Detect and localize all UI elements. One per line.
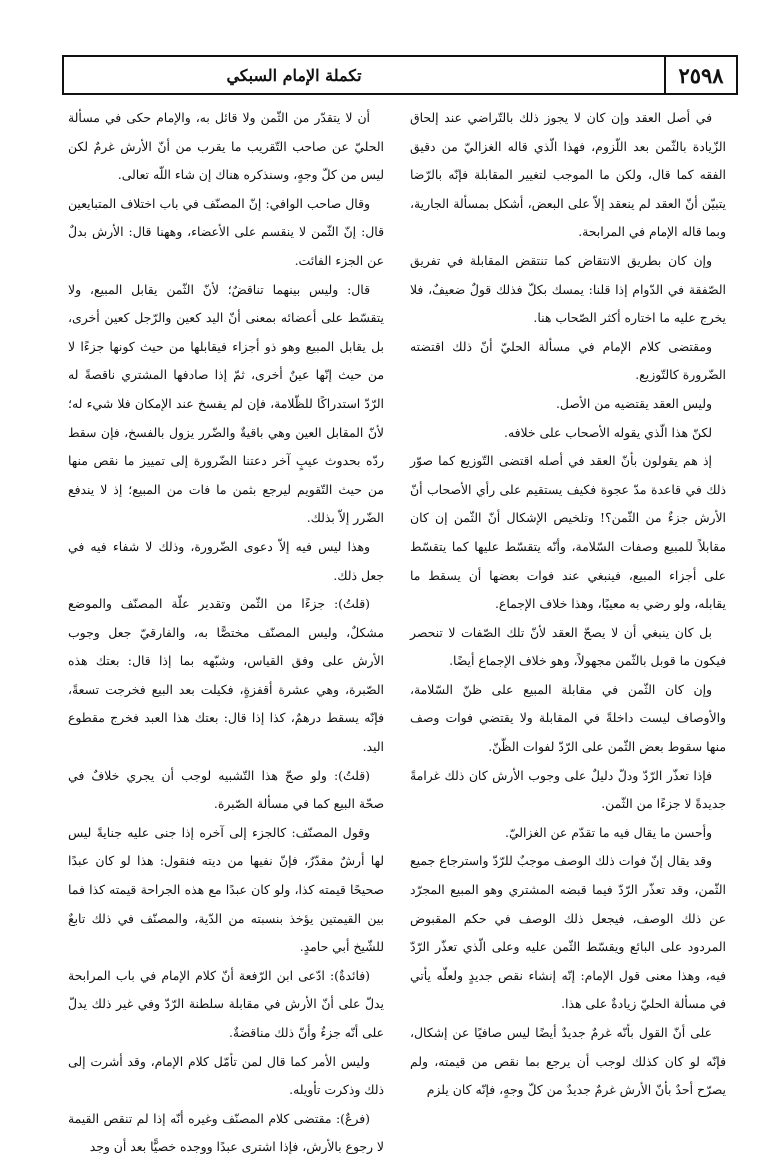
paragraph: ومقتضى كلام الإمام في مسألة الحليّ أنّ ذلك اقتضته الضّرورة كالتّوزيع. <box>410 338 726 383</box>
paragraph: (فرعٌ): مقتضى كلام المصنّف وغيره أنّه إذا لم تنقص القيمة لا رجوع بالأرش، فإذا اشترى عبدًا ووجده خصيًّا بعد أن وجد <box>68 1110 384 1155</box>
paragraph: وليس العقد يقتضيه من الأصل. <box>555 395 712 411</box>
paragraph: في أصل العقد وإن كان لا يجوز ذلك بالتّراضي عند إلحاق الزّيادة بالثّمن بعد اللّزوم، فهذا الّذي قاله الغزاليّ من دقيق الفقه كما قال، ولكن ما الموجب لتغيير المقابلة فإنّه بالرّضا يتبيّن أنّ العقد لم ينعقد إلاّ على البعض، أشكل بمسألة الجارية، وبما قاله الإمام في المرابحة. <box>410 110 726 240</box>
running-title: تكملة الإمام السبكي <box>226 65 362 85</box>
paragraph: قال: وليس بينهما تناقضٌ؛ لأنّ الثّمن يقابل المبيع، ولا يتقسّط على أعضائه بمعنى أنّ اليد كعين والرّجل كعين أخرى، بل يقابل المبيع وهو ذو أجزاء فيقابلها من حيث كونها جزءًا لا من حيث إنّها عينٌ أخرى، ثمّ إذا صادفها المشتري ناقصةً له الرّدّ استدراكًا للظّلامة، فإن لم يفسخ عند الإمكان فلا شيء له؛ لأنّ المقابل العين وهي باقيةٌ والضّرر يزول بالفسخ، فإن سقط ردّه بحدوث عيبٍ آخر دعتنا الضّرورة إلى تمييز ما نقص منها من حيث التّقويم ليرجع بثمن ما فات من المبيع؛ إذ لا يندفع الضّرر إلاّ بذلك. <box>68 281 384 526</box>
left-column <box>68 104 384 1155</box>
right-column <box>410 104 726 1098</box>
paragraph: لكنّ هذا الّذي يقوله الأصحاب على خلافه. <box>504 424 712 440</box>
paragraph: بل كان ينبغي أن لا يصحّ العقد لأنّ تلك الصّفات لا تنحصر فيكون ما قوبل بالثّمن مجهولاً، وهو خلاف الإجماع أيضًا. <box>410 624 726 669</box>
paragraph: إذ هم يقولون بأنّ العقد في أصله اقتضى التّوزيع كما صوّر ذلك في قاعدة مدّ عجوة فكيف يستقيم على رأي الأصحاب أنّ الأرش جزءٌ من الثّمن؟! وتلخيص الإشكال أنّ الثّمن إن كان مقابلاً للمبيع وصفات السّلامة، وأنّه يتقسّط عليها كما يتقسّط على أجزاء المبيع، فينبغي عند فوات بعضها أن يسقط ما يقابله، ولو رضي به معيبًا، وهذا خلاف الإجماع. <box>410 453 726 612</box>
paragraph: وهذا ليس فيه إلاّ دعوى الضّرورة، وذلك لا شفاء فيه في جعل ذلك. <box>68 538 384 583</box>
paragraph: وقول المصنّف: كالجزء إلى آخره إذا جنى عليه جنايةً ليس لها أرشٌ مقدّرٌ، فإنّ نفيها من ديته فنقول: هذا لو كان عبدًا صحيحًا قيمته كذا، ولو كان عبدًا مع هذه الجراحة قيمته كذا فما بين القيمتين يؤخذ بنسبته من الدّية، والمصنّف في ذلك تابعٌ للشّيخ أبي حامدٍ. <box>68 824 384 955</box>
paragraph: وقد يقال إنّ فوات ذلك الوصف موجبٌ للرّدّ واسترجاع جميع الثّمن، وقد تعذّر الرّدّ فيما قبضه المشتري وهو المبيع المجرّد عن ذلك الوصف، فيجعل ذلك الوصف في حكم المقبوض المردود على البائع ويقسّط الثّمن عليه وعلى الّذي تعذّر الرّدّ فيه، وهذا معنى قول الإمام: إنّه إنشاء نقص جديدٍ ولعلّه يأتي في مسألة الحليّ زيادةٌ على هذا. <box>410 853 726 1012</box>
page-header <box>62 55 738 95</box>
paragraph: وأحسن ما يقال فيه ما تقدّم عن الغزاليّ. <box>505 824 712 840</box>
page-number: ٢٥٩٨ <box>664 57 736 93</box>
paragraph: أن لا يتقدّر من الثّمن ولا قائل به، والإمام حكى في مسألة الحليّ عن صاحب التّقريب ما يقرب من أنّ الأرش غرمٌ لكن ليس من كلّ وجهٍ، وسنذكره هناك إن شاء اللّه تعالى. <box>68 110 384 183</box>
paragraph: على أنّ القول بأنّه غرمٌ جديدٌ أيضًا ليس صافيًا عن إشكال، فإنّه لو كان كذلك لوجب أن يرجع بما نقص من قيمته، ولم يصرّح أحدٌ بأنّ الأرش غرمٌ جديدٌ من كلّ وجهٍ، فإنّه كان يلزم <box>410 1025 726 1098</box>
paragraph: وليس الأمر كما قال لمن تأمّل كلام الإمام، وقد أشرت إلى ذلك وذكرت تأويله. <box>68 1053 384 1098</box>
paragraph: (قلتُ): جزءًا من الثّمن وتقدير علّة المصنّف والموضع مشكلٌ، وليس المصنّف مختصًّا به، والفارقيّ جعل وجوب الأرش على وفق القياس، وشبّهه بما إذا قال: بعتك هذه الصّبرة، وهي عشرة أقفزةٍ، فكيلت بعد البيع فخرجت تسعةً، فإنّه يسقط درهمٌ، كذا إذا قال: بعتك هذا العبد فخرج مقطوع اليد. <box>68 596 384 755</box>
paragraph: فإذا تعذّر الرّدّ ودلّ دليلٌ على وجوب الأرش كان ذلك غرامةً جديدةً لا جزءًا من الثّمن. <box>410 767 726 812</box>
paragraph: (قلتُ): ولو صحّ هذا التّشبيه لوجب أن يجري خلافٌ في صحّة البيع كما في مسألة الصّبرة. <box>68 767 384 812</box>
paragraph: وإن كان بطريق الانتقاض كما تنتقض المقابلة في تفريق الصّفقة في الدّوام إذا قلنا: يمسك بكلّ فذلك قولٌ ضعيفٌ، فلا يخرج عليه ما اختاره أكثر الصّحاب هنا. <box>410 252 726 326</box>
paragraph: (فائدةٌ): ادّعى ابن الرّفعة أنّ كلام الإمام في باب المرابحة يدلّ على أنّ الأرش في مقابلة سلطنة الرّدّ وفي غير ذلك يدلّ على أنّه جزءٌ وأنّ ذلك مناقضةٌ. <box>68 967 384 1040</box>
paragraph: وقال صاحب الوافي: إنّ المصنّف في باب اختلاف المتبايعين قال: إنّ الثّمن لا ينقسم على الأعضاء، وههنا قال: الأرش بدلٌ عن الجزء الفائت. <box>68 195 384 268</box>
paragraph: وإن كان الثّمن في مقابلة المبيع على ظنّ السّلامة، والأوصاف ليست داخلةً في المقابلة ولا يقتضي فوات وصف منها سقوط بعض الثّمن على الرّدّ لفوات الظّنّ. <box>410 681 726 755</box>
